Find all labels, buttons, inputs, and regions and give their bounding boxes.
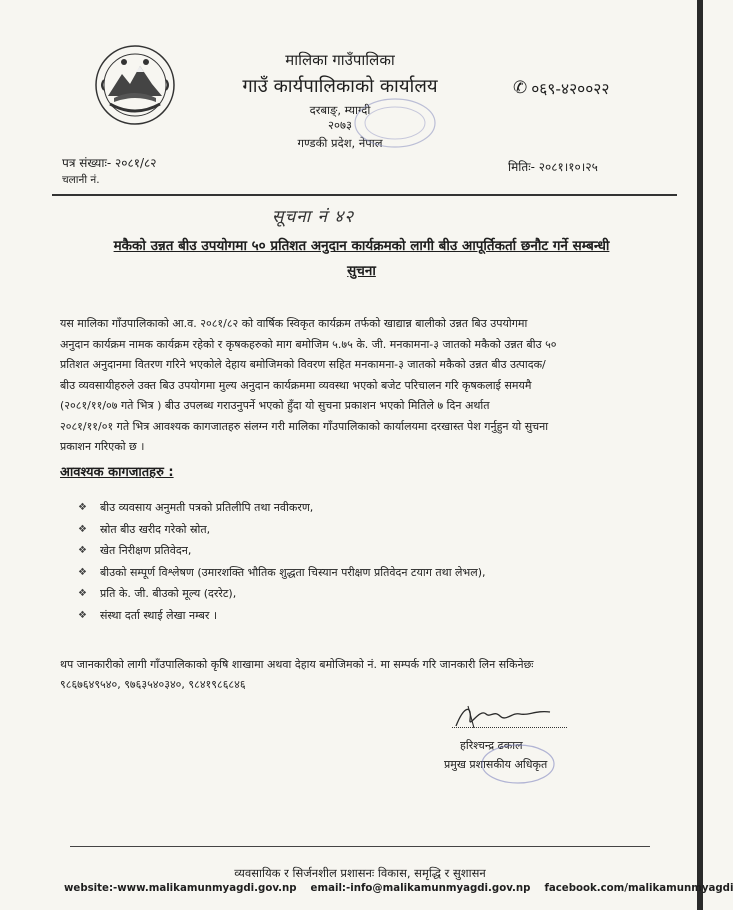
subject-line-1: मकैको उन्नत बीउ उपयोगमा ५० प्रतिशत अनुदान कार्यक्रमको लागी बीउ आपूर्तिकर्ता छनौट गर्ने सम्बन्धी <box>113 238 610 254</box>
address-line-3: गण्डकी प्रदेश, नेपाल <box>297 136 383 150</box>
phone-text: ०६९-४२००२२ <box>531 80 610 98</box>
header-divider <box>52 194 677 196</box>
phone-number <box>513 77 609 99</box>
nepal-emblem-icon <box>94 44 176 126</box>
requirements-list <box>78 497 485 626</box>
website-link[interactable]: website:-www.malikamunmyagdi.gov.np <box>64 883 297 894</box>
body-line: बीउ व्यवसायीहरुले उक्त बिउ उपयोगमा मुल्य अनुदान कार्यक्रममा व्यवस्था भएको बजेट परिचालन गरि कृषकलाई समयमै <box>60 378 532 392</box>
facebook-link[interactable]: facebook.com/malikamunmyagdi <box>544 883 733 894</box>
list-item: ❖ खेत निरीक्षण प्रतिवेदन, <box>78 544 192 558</box>
email-link[interactable]: email:-info@malikamunmyagdi.gov.np <box>310 883 531 894</box>
list-item: ❖ स्रोत बीउ खरीद गरेको स्रोत, <box>78 522 211 536</box>
challan-number: चलानी नं. <box>62 174 100 186</box>
body-line: प्रतिशत अनुदानमा वितरण गरिने भएकोले देहाय बमोजिमको विवरण सहित मनकामना-३ जातको मकैको उन्नत बीउ उत्पादक/ <box>60 358 546 371</box>
diamond-bullet-icon: ❖ <box>78 609 87 621</box>
scan-edge <box>697 0 703 910</box>
body-line: (२०८१/११/०७ गते भित्र ) बीउ उपलब्ध गराउनुपर्ने भएको हुँदा यो सुचना प्रकाशन भएको मितिले ७ दिन अर्थात <box>60 399 490 412</box>
contact-phones: ९८६७६४९५४०, ९७६३५४०३४०, ९८४१९८६८४६ <box>60 678 246 691</box>
body-line: अनुदान कार्यक्रम नामक कार्यक्रम रहेको र कृषकहरुको माग बमोजिम ५.७५ के. जी. मनकामना-३ जातको मकैको उन्नत बीउ ५० <box>60 337 557 351</box>
address-line-1: दरबाङ्, म्याग्दी <box>309 103 371 117</box>
diamond-bullet-icon: ❖ <box>78 566 87 578</box>
office-seal-stamp <box>350 95 440 150</box>
footer-motto: व्यवसायिक र सिर्जनशील प्रशासनः विकास, समृद्धि र सुशासन <box>234 866 486 880</box>
notice-number: सूचना नं ४२ <box>272 207 355 227</box>
list-item: ❖ बीउको सम्पूर्ण विश्लेषण (उमारशक्ति भौतिक शुद्धता चिस्यान परीक्षण प्रतिवेदन टयाग तथा लेभल), <box>78 565 486 579</box>
subject-line-2: सुचना <box>347 263 376 279</box>
notice-subject <box>60 234 663 284</box>
issue-date: मितिः- २०८१।१०।२५ <box>508 160 598 174</box>
notice-body <box>60 314 662 458</box>
signatory-title: प्रमुख प्रशासकीय अधिकृत <box>444 758 548 771</box>
diamond-bullet-icon: ❖ <box>78 502 87 514</box>
contact-line: थप जानकारीको लागी गाँउपालिकाको कृषि शाखामा अथवा देहाय बमोजिमको नं. मा सम्पर्क गरि जानकारी लिन सकिनेछः <box>60 658 534 671</box>
official-stamp <box>478 742 558 787</box>
list-item: ❖ संस्था दर्ता स्थाई लेखा नम्बर । <box>78 608 218 622</box>
body-line: प्रकाशन गरिएको छ । <box>60 440 145 453</box>
phone-icon: ✆ <box>513 78 528 98</box>
reference-number: पत्र संख्याः- २०८१/८२ <box>62 156 157 170</box>
body-line: यस मालिका गाँउपालिकाको आ.व. २०८१/८२ को वार्षिक स्विकृत कार्यक्रम तर्फको खाद्यान्न बालीको उन्नत बिउ उपयोगमा <box>60 317 528 330</box>
diamond-bullet-icon: ❖ <box>78 523 87 535</box>
body-line: २०८१/११/०१ गते भित्र आवश्यक कागजातहरु संलग्न गरी मालिका गाँउपालिकाको कार्यालयमा दरखास्त पेश गर्नुहुन यो सुचना <box>60 419 549 433</box>
signatory-name: हरिश्चन्द्र ढकाल <box>460 739 523 752</box>
list-item: ❖ प्रति के. जी. बीउको मूल्य (दररेट), <box>78 587 237 601</box>
address-line-2: २०७३ <box>328 118 352 132</box>
list-item: ❖ बीउ व्यवसाय अनुमती पत्रको प्रतिलीपि तथा नवीकरण, <box>78 501 314 515</box>
signature-line <box>452 727 567 728</box>
office-name-large: गाउँ कार्यपालिकाको कार्यालय <box>242 76 438 97</box>
signature-mark <box>450 700 560 734</box>
diamond-bullet-icon: ❖ <box>78 588 87 600</box>
diamond-bullet-icon: ❖ <box>78 545 87 557</box>
requirements-title: आवश्यक कागजातहरु : <box>60 465 174 480</box>
footer-divider <box>70 846 650 847</box>
office-name-small: मालिका गाउँपालिका <box>285 51 395 69</box>
footer-links <box>64 883 733 894</box>
contact-info <box>60 655 662 695</box>
